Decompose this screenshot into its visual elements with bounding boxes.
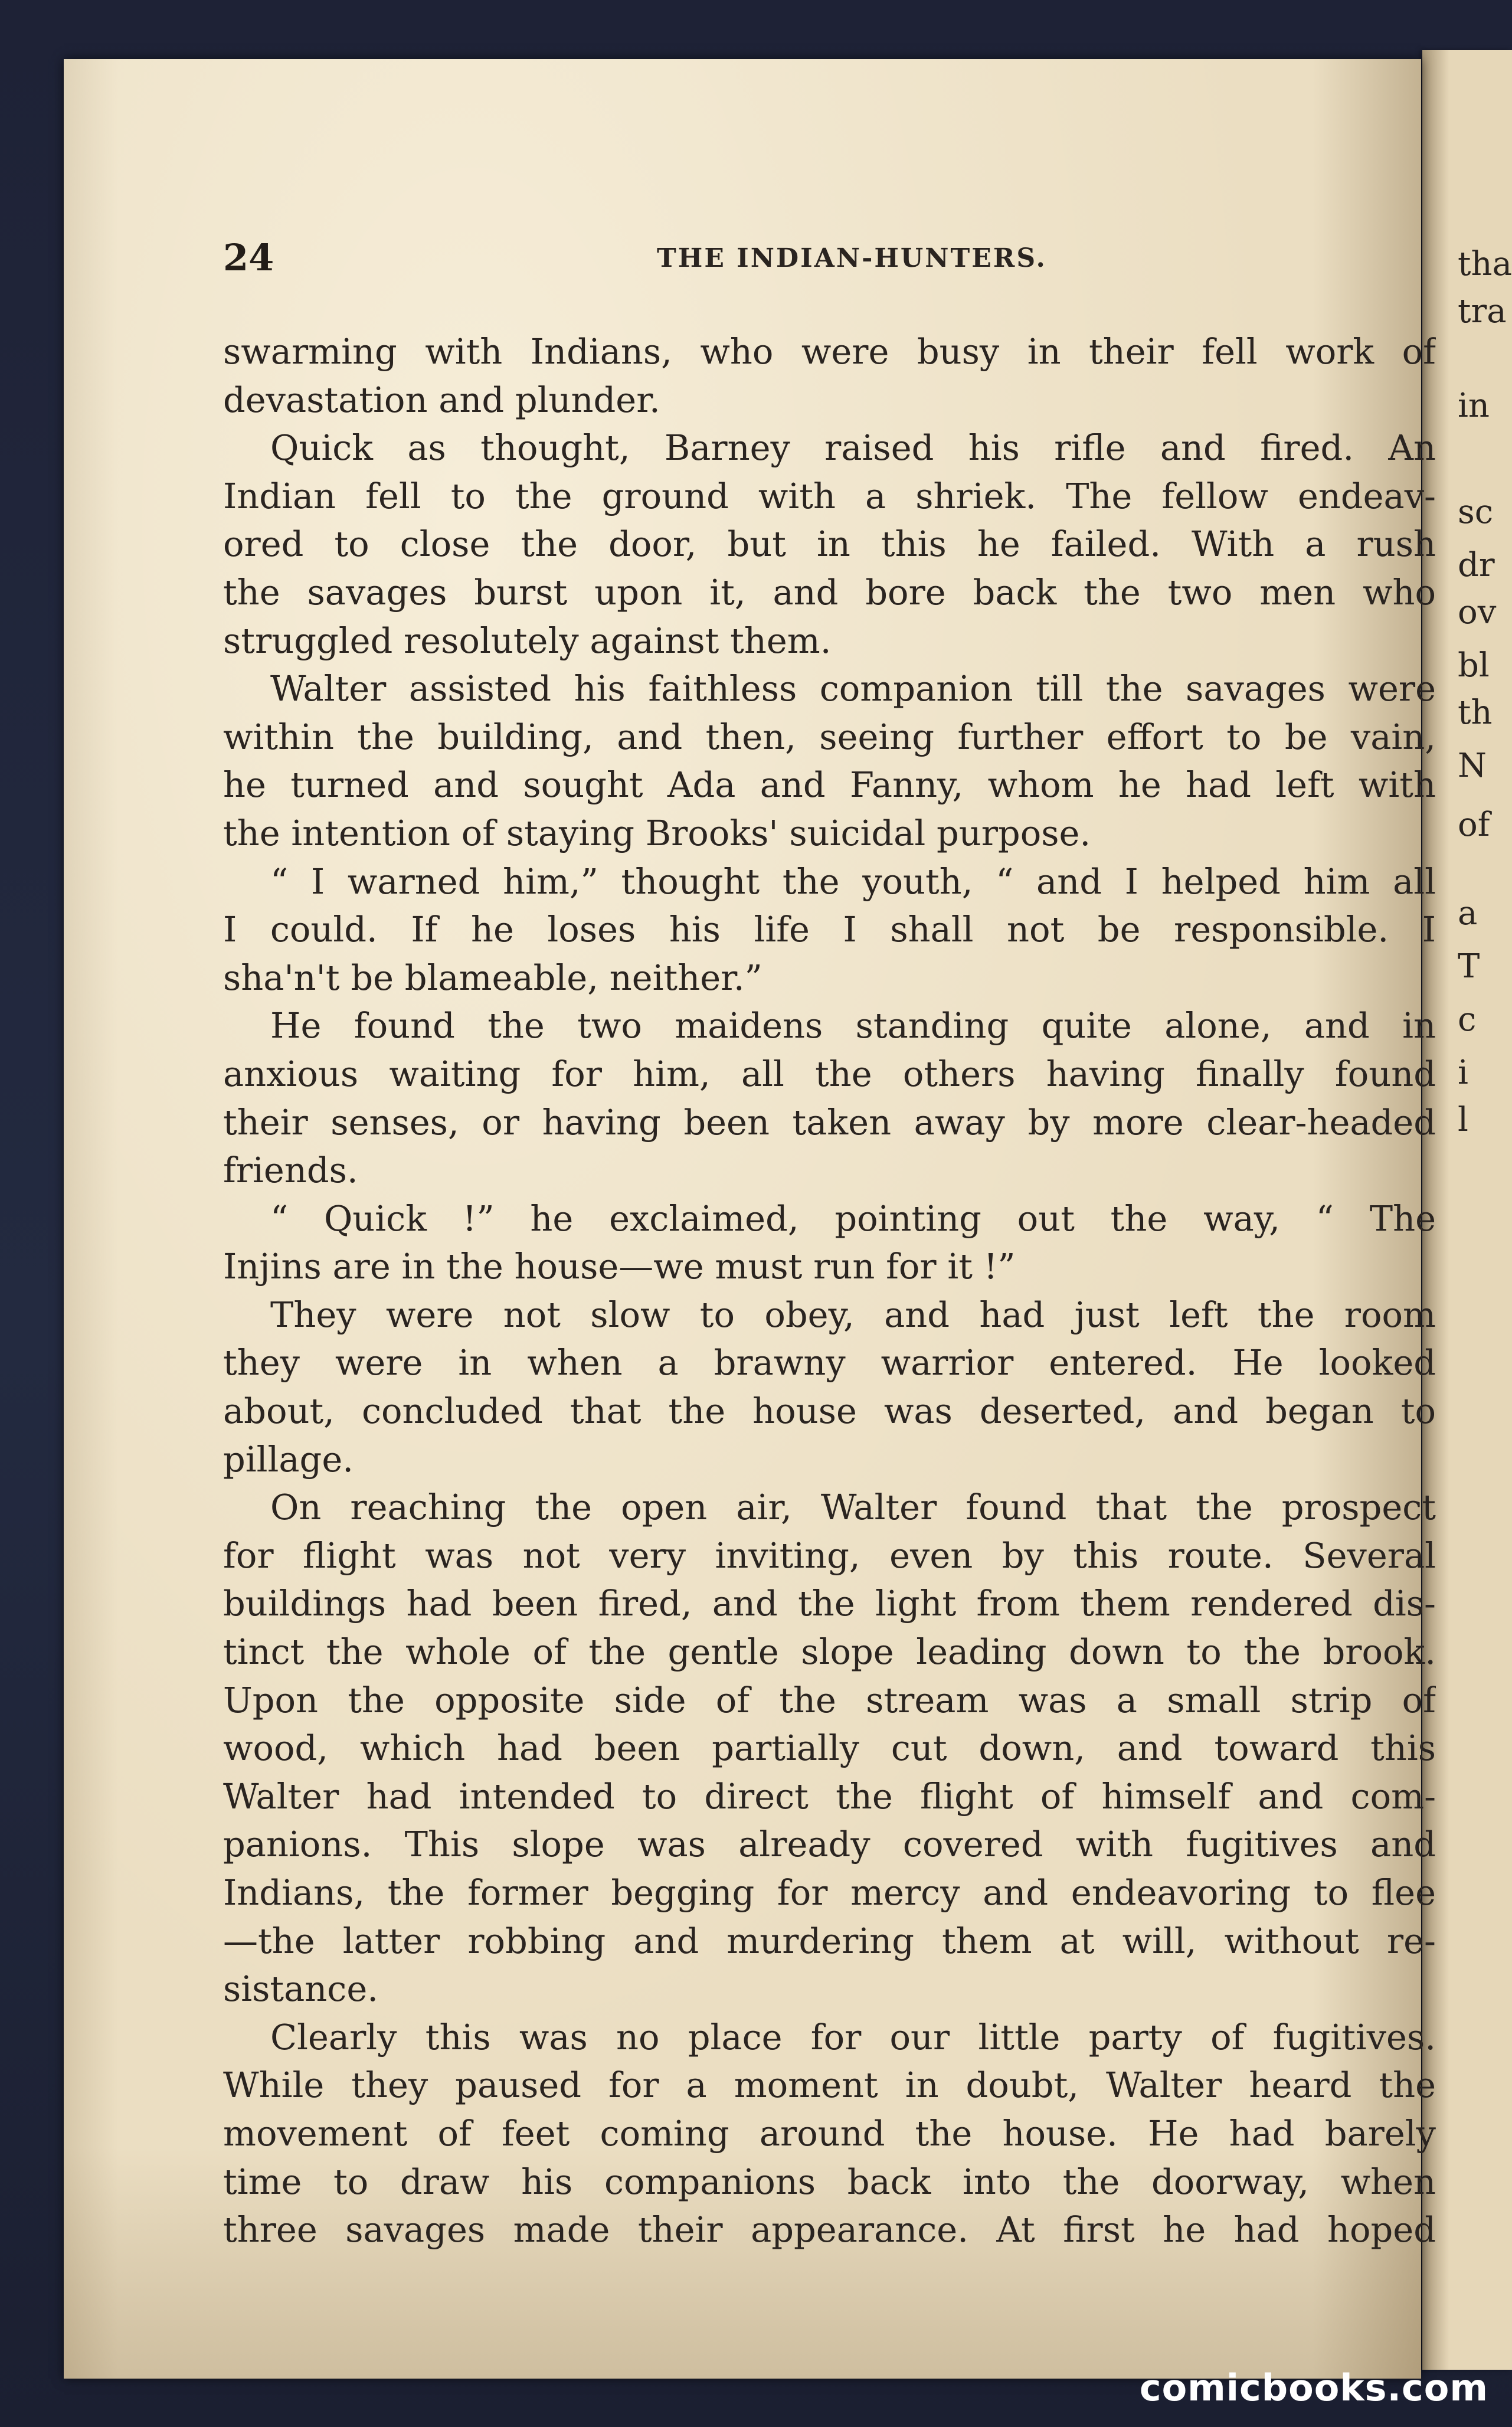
text-line: buildings had been fired, and the light from them rendered dis- bbox=[223, 1583, 1436, 1624]
text-line: movement of feet coming around the house. He had barely bbox=[223, 2112, 1436, 2154]
page-number: 24 bbox=[223, 236, 274, 279]
text-line: their senses, or having been taken away by more clear-headed bbox=[223, 1101, 1436, 1143]
facing-page-fragment: of bbox=[1458, 806, 1490, 844]
facing-page-fragment: ov bbox=[1458, 593, 1497, 632]
text-line: Upon the opposite side of the stream was a small strip of bbox=[223, 1679, 1436, 1721]
facing-page-fragment: l bbox=[1458, 1101, 1468, 1139]
text-line: Walter had intended to direct the flight of himself and com- bbox=[223, 1775, 1436, 1817]
page-header bbox=[223, 236, 1421, 283]
book-page bbox=[64, 59, 1436, 2379]
facing-page-fragment: N bbox=[1458, 747, 1487, 785]
text-line: sha'n't be blameable, neither.” bbox=[223, 957, 762, 998]
facing-page-fragment: c bbox=[1458, 1000, 1477, 1039]
text-line: Indian fell to the ground with a shriek. The fellow endeav- bbox=[223, 475, 1436, 516]
text-line: for flight was not very inviting, even by this route. Several bbox=[223, 1535, 1436, 1576]
body-text bbox=[223, 328, 1436, 2254]
text-line: they were in when a brawny warrior entered. He looked bbox=[223, 1342, 1436, 1383]
facing-page-fragment: bl bbox=[1458, 646, 1490, 685]
facing-page-fragment: a bbox=[1458, 894, 1478, 933]
text-line: —the latter robbing and murdering them at will, without re- bbox=[223, 1920, 1436, 1961]
text-line: He found the two maidens standing quite alone, and in bbox=[270, 1005, 1436, 1046]
text-line: the savages burst upon it, and bore back the two men who bbox=[223, 571, 1436, 613]
text-line: time to draw his companions back into the doorway, when bbox=[223, 2161, 1436, 2202]
facing-page-fragment: T bbox=[1458, 947, 1480, 986]
text-line: swarming with Indians, who were busy in their fell work of bbox=[223, 331, 1436, 372]
facing-page-fragment: i bbox=[1458, 1054, 1468, 1092]
text-line: pillage. bbox=[223, 1438, 354, 1480]
facing-page-fragment: tra bbox=[1458, 292, 1507, 331]
text-line: Indians, the former begging for mercy and endeavoring to flee bbox=[223, 1872, 1436, 1913]
text-line: panions. This slope was already covered with fugitives and bbox=[223, 1824, 1436, 1865]
text-line: “ I warned him,” thought the youth, “ and I helped him all bbox=[270, 861, 1436, 902]
text-line: While they paused for a moment in doubt, Walter heard the bbox=[223, 2065, 1436, 2106]
text-line: struggled resolutely against them. bbox=[223, 620, 832, 661]
facing-page-fragment: th bbox=[1458, 694, 1493, 732]
text-line: On reaching the open air, Walter found that the prospect bbox=[270, 1487, 1436, 1528]
text-line: Injins are in the house—we must run for it !” bbox=[223, 1246, 1016, 1287]
facing-page-fragment: in bbox=[1458, 387, 1490, 425]
text-line: “ Quick !” he exclaimed, pointing out the way, “ The bbox=[270, 1198, 1436, 1239]
text-line: Clearly this was no place for our little party of fugitives. bbox=[270, 2016, 1436, 2058]
facing-page-fragment: tha bbox=[1458, 245, 1512, 283]
text-line: sistance. bbox=[223, 1968, 379, 2010]
text-line: anxious waiting for him, all the others having finally found bbox=[223, 1053, 1436, 1094]
text-line: I could. If he loses his life I shall not be responsible. I bbox=[223, 909, 1436, 950]
text-line: They were not slow to obey, and had just left the room bbox=[270, 1294, 1436, 1335]
facing-page-fragment: dr bbox=[1458, 546, 1495, 584]
running-head: THE INDIAN-HUNTERS. bbox=[657, 243, 1047, 273]
text-line: Walter assisted his faithless companion till the savages were bbox=[270, 668, 1436, 709]
facing-page-fragment: sc bbox=[1458, 493, 1494, 531]
text-line: about, concluded that the house was deserted, and began to bbox=[223, 1391, 1436, 1432]
text-line: Quick as thought, Barney raised his rifle and fired. An bbox=[270, 427, 1436, 469]
text-line: devastation and plunder. bbox=[223, 379, 660, 420]
text-line: the intention of staying Brooks' suicidal purpose. bbox=[223, 812, 1091, 853]
text-line: ored to close the door, but in this he failed. With a rush bbox=[223, 524, 1436, 565]
text-line: within the building, and then, seeing further effort to be vain, bbox=[223, 716, 1436, 757]
text-line: friends. bbox=[223, 1150, 358, 1191]
site-watermark: comicbooks.com bbox=[1139, 2366, 1488, 2409]
text-line: wood, which had been partially cut down, and toward this bbox=[223, 1728, 1436, 1769]
text-line: three savages made their appearance. At first he had hoped bbox=[223, 2209, 1436, 2251]
text-line: he turned and sought Ada and Fanny, whom he had left with bbox=[223, 764, 1436, 806]
text-line: tinct the whole of the gentle slope leading down to the brook. bbox=[223, 1631, 1436, 1673]
